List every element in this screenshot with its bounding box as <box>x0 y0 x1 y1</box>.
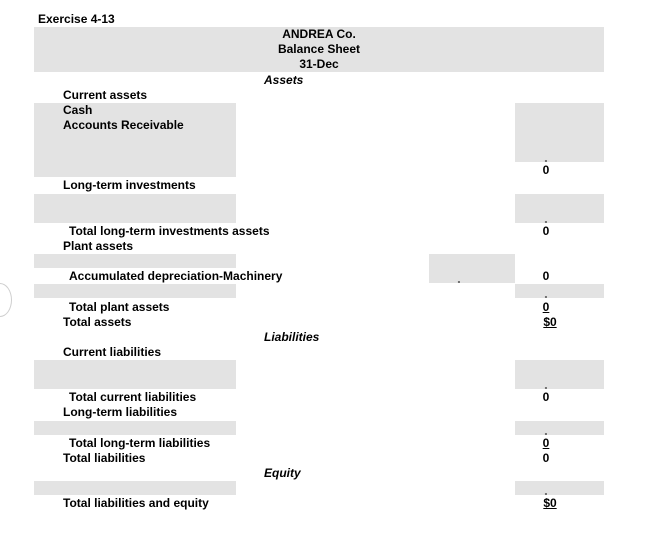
dash-mark: - <box>544 292 548 301</box>
value-total-liabilities: 0 <box>542 451 550 465</box>
input-current-assets-amounts[interactable] <box>515 103 604 162</box>
label-total-plant: Total plant assets <box>69 300 170 314</box>
section-liabilities: Liabilities <box>264 330 320 344</box>
section-assets: Assets <box>264 73 304 87</box>
value-accumulated-depreciation: 0 <box>542 269 550 283</box>
dash-mark: - <box>544 489 548 498</box>
dash-mark: - <box>544 429 548 438</box>
label-long-term-investments: Long-term investments <box>63 178 196 192</box>
section-equity: Equity <box>264 466 301 480</box>
label-long-term-liabilities: Long-term liabilities <box>63 405 178 419</box>
label-accounts-receivable: Accounts Receivable <box>63 118 184 132</box>
label-current-assets: Current assets <box>63 88 148 102</box>
label-current-liabilities: Current liabilities <box>63 345 162 359</box>
dash-mark: - <box>544 217 548 226</box>
label-total-current-liabilities: Total current liabilities <box>69 390 197 404</box>
value-total-lti: 0 <box>542 224 550 238</box>
input-equity-labels[interactable] <box>34 481 236 495</box>
dash-mark: - <box>457 277 461 286</box>
dash-mark: - <box>544 156 548 165</box>
scroll-handle[interactable] <box>0 283 12 317</box>
label-plant-assets: Plant assets <box>63 239 134 253</box>
statement-title: Balance Sheet <box>277 42 361 56</box>
value-total-current-liabilities: 0 <box>542 390 550 404</box>
label-total-lt-liabilities: Total long-term liabilities <box>69 436 211 450</box>
input-current-liab-labels[interactable] <box>34 360 236 389</box>
input-lt-liab-labels[interactable] <box>34 421 236 435</box>
value-total-lt-liabilities: 0 <box>542 436 550 450</box>
label-total-lti: Total long-term investments assets <box>69 224 270 238</box>
value-total-assets: $0 <box>543 315 557 329</box>
label-total-liabilities-equity: Total liabilities and equity <box>63 496 209 510</box>
company-name: ANDREA Co. <box>282 27 356 41</box>
label-accumulated-depreciation: Accumulated depreciation-Machinery <box>69 269 283 283</box>
label-total-liabilities: Total liabilities <box>63 451 146 465</box>
input-lti-labels[interactable] <box>34 194 236 223</box>
value-total-liabilities-equity: $0 <box>543 496 557 510</box>
input-plant-labels[interactable] <box>34 254 236 268</box>
dash-mark: - <box>544 383 548 392</box>
value-total-plant: 0 <box>542 300 550 314</box>
value-current-assets-total: 0 <box>542 163 550 177</box>
exercise-title: Exercise 4-13 <box>38 12 115 26</box>
label-cash: Cash <box>63 103 93 117</box>
input-plant-labels-2[interactable] <box>34 284 236 298</box>
statement-date: 31-Dec <box>299 57 339 71</box>
label-total-assets: Total assets <box>63 315 132 329</box>
